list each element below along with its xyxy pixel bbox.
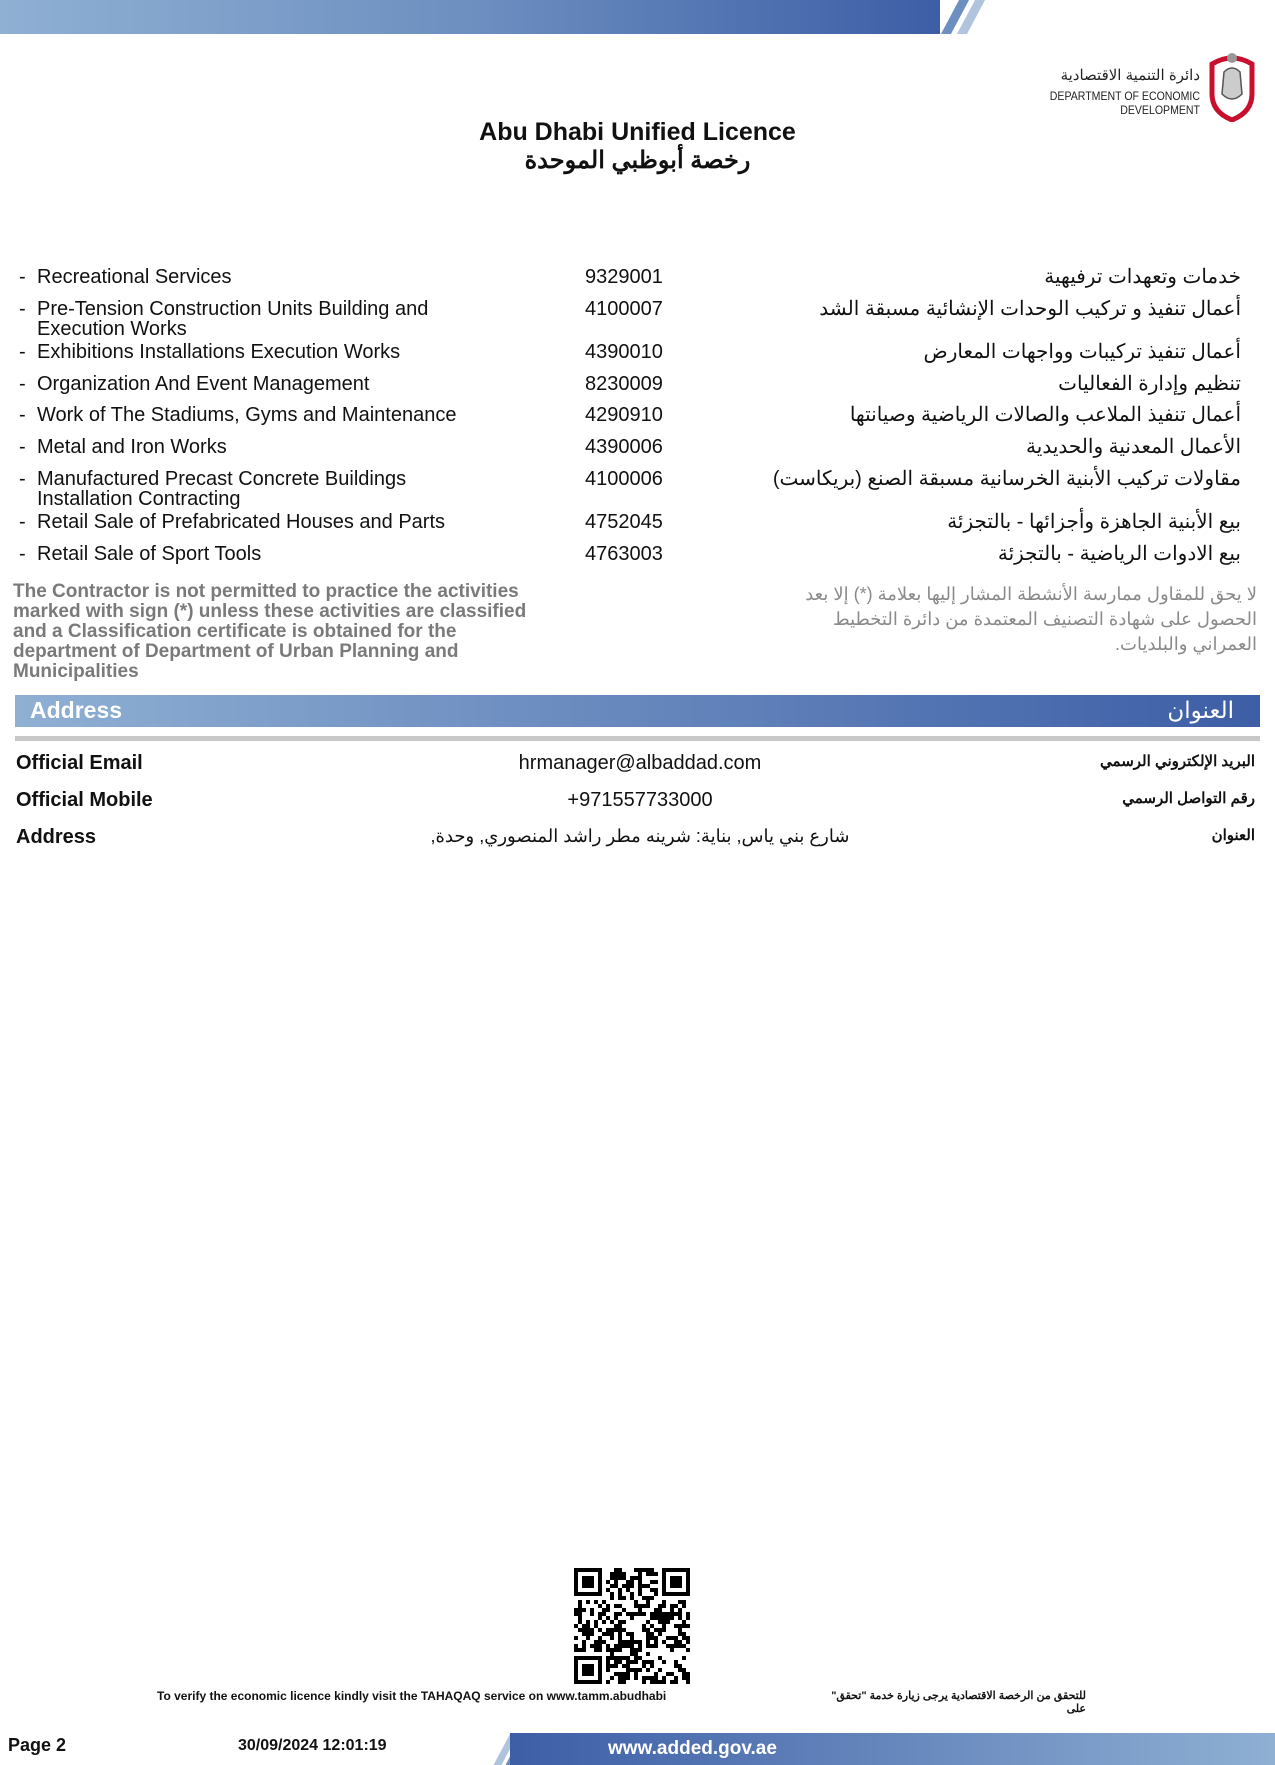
activity-name-ar: خدمات وتعهدات ترفيهية (1044, 266, 1241, 288)
info-label-ar: العنوان (1211, 827, 1255, 844)
activity-code: 9329001 (585, 266, 663, 288)
logo-text-en: DEPARTMENT OF ECONOMIC DEVELOPMENT (1049, 89, 1200, 117)
address-section-header (15, 695, 1260, 727)
footer-banner (510, 1733, 1275, 1765)
page-number: Page 2 (8, 1735, 67, 1755)
activity-name: Retail Sale of Sport Tools (37, 543, 262, 565)
activity-name-ar: بيع الأبنية الجاهزة وأجزائها - بالتجزئة (947, 511, 1241, 533)
logo-text-ar: دائرة التنمية الاقتصادية (1060, 67, 1200, 84)
verify-text-ar: للتحقق من الرخصة الاقتصادية يرجى زيارة خدمة "تحقق" على (831, 1690, 1086, 1715)
activity-code: 4390010 (585, 341, 663, 363)
emblem-icon (1206, 50, 1258, 122)
activity-name: Organization And Event Management (37, 373, 370, 395)
activity-name: Exhibitions Installations Execution Works (37, 341, 401, 363)
activity-name-ar: أعمال تنفيذ و تركيب الوحدات الإنشائية مسبقة الشد (819, 298, 1241, 320)
address-value: شارع بني ياس, بناية: شرينه مطر راشد المنصوري, وحدة, (430, 826, 850, 846)
activity-code: 8230009 (585, 373, 663, 395)
info-label: Address (16, 826, 97, 848)
activity-name-ar: الأعمال المعدنية والحديدية (1026, 436, 1241, 458)
activity-code: 4763003 (585, 543, 663, 565)
activity-name-ar: تنظيم وإدارة الفعاليات (1058, 373, 1241, 395)
activity-name-ar: مقاولات تركيب الأبنية الخرسانية مسبقة الصنع (بريكاست) (772, 468, 1241, 490)
activity-name-ar: أعمال تنفيذ تركيبات وواجهات المعارض (923, 341, 1241, 363)
verify-text-en: To verify the economic licence kindly visit the TAHAQAQ service on www.tamm.abudhabi (157, 1689, 667, 1703)
activity-name: Work of The Stadiums, Gyms and Maintenance (37, 404, 457, 426)
info-label-ar: رقم التواصل الرسمي (1122, 790, 1255, 807)
activity-name: Recreational Services (37, 266, 232, 288)
info-label-ar: البريد الإلكتروني الرسمي (1100, 753, 1255, 770)
classification-note-en: The Contractor is not permitted to practice the activities marked with sign (*) unless these activities are classified and a Classification certificate is obtained for the department of Department of Urban Planning and Municipalities (13, 581, 527, 682)
email-value: hrmanager@albaddad.com (518, 752, 762, 774)
document-title-ar: رخصة أبوظبي الموحدة (524, 147, 751, 174)
address-title-ar: العنوان (1167, 697, 1234, 723)
classification-note-ar: لا يحق للمقاول ممارسة الأنشطة المشار إليها بعلامة (*) إلا بعد الحصول على شهادة التصنيف المعتمدة من دائرة التخطيط العمراني والبلديات. (805, 584, 1257, 654)
info-label: Official Mobile (16, 789, 153, 811)
activity-code: 4290910 (585, 404, 663, 426)
mobile-value: +971557733000 (567, 789, 713, 811)
activity-name: Manufactured Precast Concrete Buildings Installation Contracting (37, 468, 407, 510)
document-title-en: Abu Dhabi Unified Licence (479, 118, 796, 146)
qr-code (574, 1568, 690, 1684)
header-banner (0, 0, 940, 34)
activity-code: 4752045 (585, 511, 663, 533)
info-label: Official Email (16, 752, 143, 774)
activity-name: Retail Sale of Prefabricated Houses and Parts (37, 511, 445, 533)
activity-code: 4390006 (585, 436, 663, 458)
activity-name: Pre-Tension Construction Units Building and Execution Works (37, 298, 429, 340)
activity-code: 4100006 (585, 468, 663, 490)
activity-name: Metal and Iron Works (37, 436, 227, 458)
website-link[interactable]: www.added.gov.ae (608, 1738, 777, 1759)
activity-name-ar: بيع الادوات الرياضية - بالتجزئة (997, 543, 1241, 565)
address-title-en: Address (30, 697, 123, 723)
divider (15, 736, 1260, 741)
timestamp: 30/09/2024 12:01:19 (238, 1737, 387, 1754)
activity-name-ar: أعمال تنفيذ الملاعب والصالات الرياضية وصيانتها (849, 404, 1241, 426)
activity-code: 4100007 (585, 298, 663, 320)
